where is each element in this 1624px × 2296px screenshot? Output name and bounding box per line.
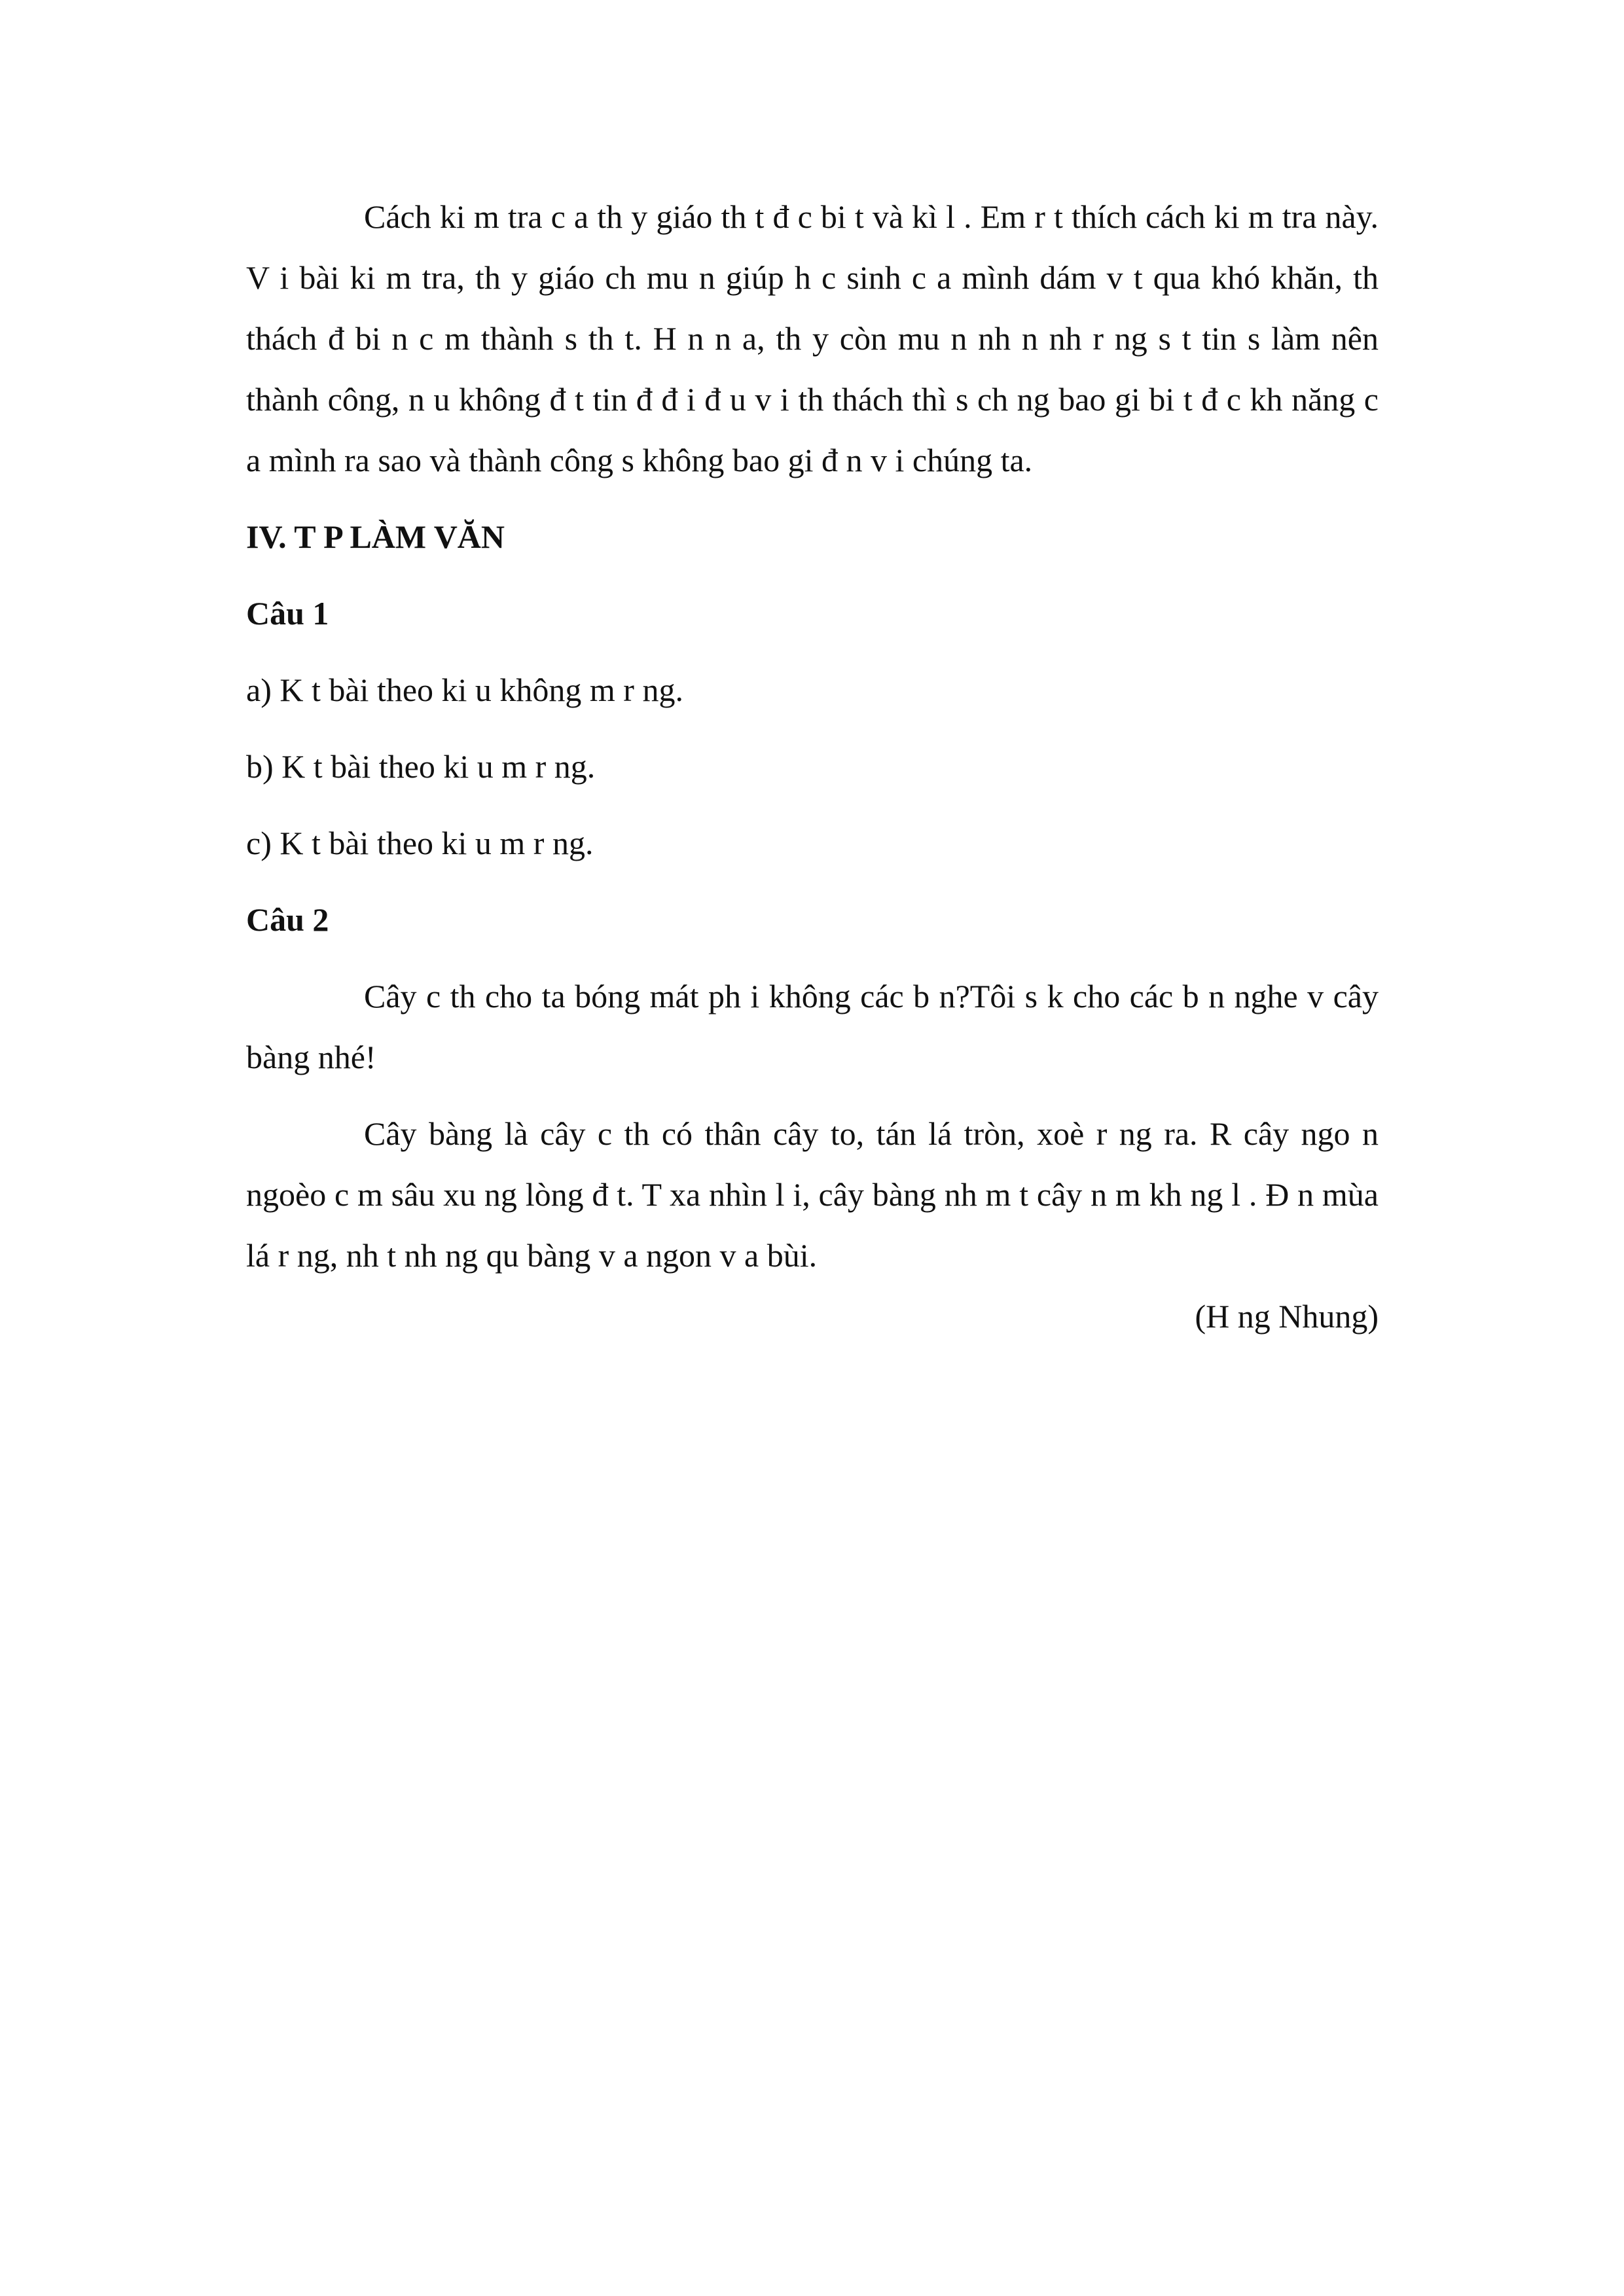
- spacer: [246, 874, 1379, 889]
- question-1-label: Câu 1: [246, 595, 329, 632]
- spacer: [246, 1088, 1379, 1103]
- spacer: [246, 644, 1379, 660]
- question-2-label: Câu 2: [246, 901, 329, 938]
- spacer: [246, 950, 1379, 966]
- question-1-answer-b: b) K t bài theo ki u m r ng.: [246, 748, 596, 785]
- spacer: [246, 567, 1379, 583]
- question-2-paragraph-2: Cây bàng là cây c th có thân cây to, tán lá tròn, xoè r ng ra. R cây ngo n ngoèo c m sâu xu ng lòng đ t. T xa nhìn l i, cây bàng nh m t cây n m kh ng l . Đ n mùa lá r ng, nh t nh ng qu bàng v a ngon v a bùi.: [246, 1115, 1379, 1274]
- question-1-answer-a: a) K t bài theo ki u không m r ng.: [246, 672, 683, 708]
- spacer: [246, 797, 1379, 813]
- intro-paragraph: Cách ki m tra c a th y giáo th t đ c bi t và kì l . Em r t thích cách ki m tra này. V i bài ki m tra, th y giáo ch mu n giúp h c sinh c a mình dám v t qua khó khăn, th thách đ bi n c m thành s th t. H n n a, th y còn mu n nh n nh r ng s t tin s làm nên thành công, n u không đ t tin đ đ i đ u v i th thách thì s ch ng bao gi bi t đ c kh năng c a mình ra sao và thành công s không bao gi đ n v i chúng ta.: [246, 198, 1379, 478]
- section-title: IV. T P LÀM VĂN: [246, 518, 505, 555]
- question-1-answer-c: c) K t bài theo ki u m r ng.: [246, 825, 594, 861]
- question-2-paragraph-1: Cây c th cho ta bóng mát ph i không các b n?Tôi s k cho các b n nghe v cây bàng nhé!: [246, 978, 1379, 1075]
- spacer: [246, 721, 1379, 736]
- document-body: [246, 187, 1379, 1347]
- author-attribution: (H ng Nhung): [1195, 1298, 1379, 1335]
- spacer: [246, 491, 1379, 507]
